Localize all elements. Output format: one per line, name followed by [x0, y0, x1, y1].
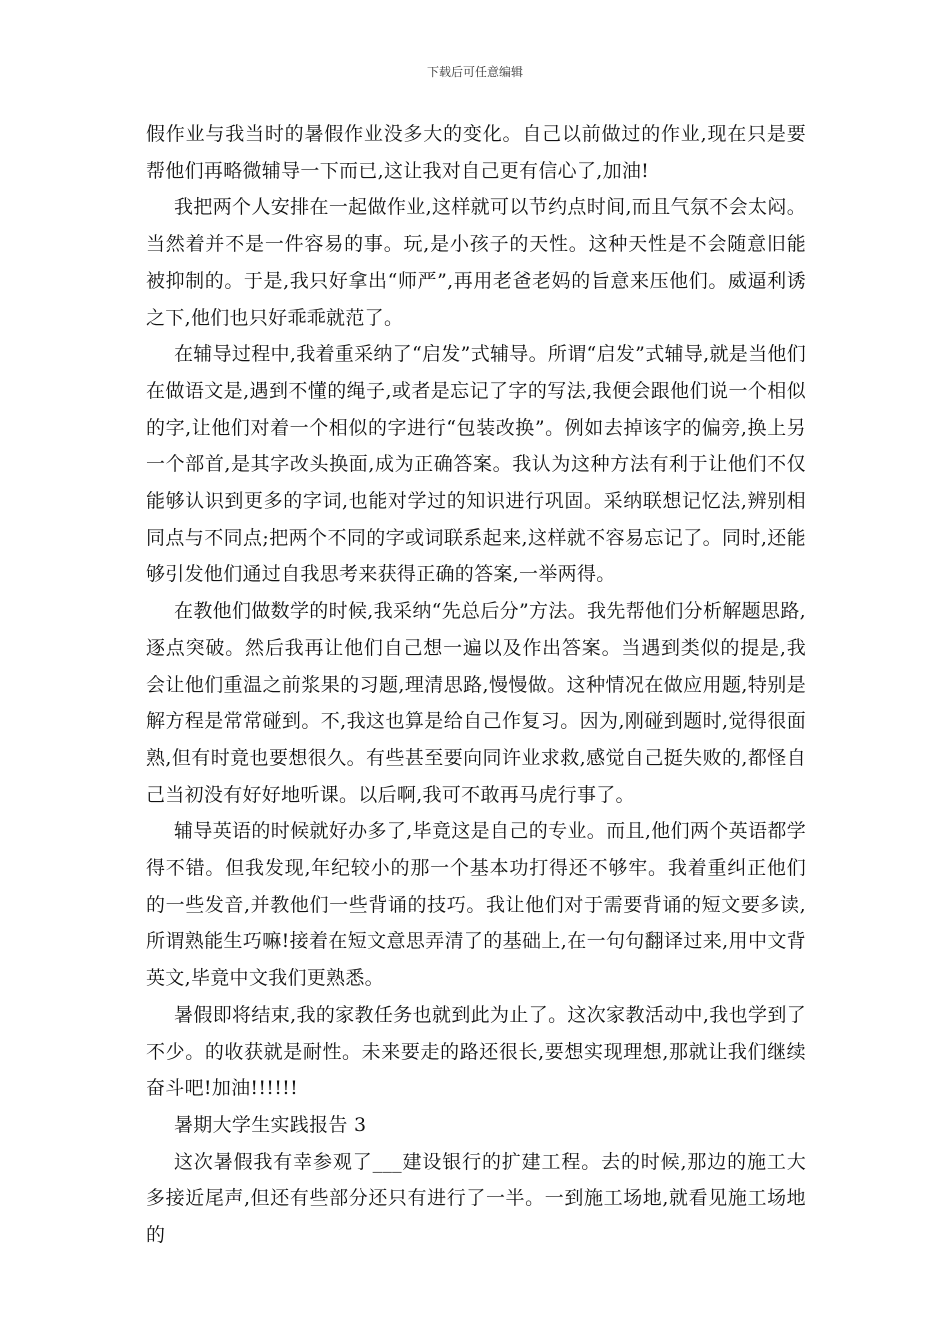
paragraph: 辅导英语的时候就好办多了,毕竟这是自己的专业。而且,他们两个英语都学得不错。但我发现,年纪较小的那一个基本功打得还不够牢。我着重纠正他们的一些发音,并教他们一些背诵的技巧。我让他们对于需要背诵的短文要多读,所谓熟能生巧嘛!接着在短文意思弄清了的基础上,在一句句翻译过来,用中文背英文,毕竟中文我们更熟悉。 — [146, 820, 806, 990]
paragraph: 这次暑假我有幸参观了___建设银行的扩建工程。去的时候,那边的施工大多接近尾声,但还有些部分还只有进行了一半。一到施工场地,就看见施工场地的 — [146, 1150, 806, 1247]
section-heading: 暑期大学生实践报告 3 — [174, 1113, 367, 1136]
page-header: 下载后可任意编辑 — [426, 65, 523, 79]
paragraph: 在教他们做数学的时候,我采纳“先总后分”方法。我先帮他们分析解题思路,逐点突破。然后我再让他们自己想一遍以及作出答案。当遇到类似的提是,我会让他们重温之前浆果的习题,理清思路,慢慢做。这种情况在做应用题,特别是解方程是常常碰到。不,我这也算是给自己作复习。因为,刚碰到题时,觉得很面熟,但有时竟也要想很久。有些甚至要向同许业求救,感觉自己挺失败的,都怪自己当初没有好好地听课。以后啊,我可不敢再马虎行事了。 — [146, 600, 806, 806]
paragraph: 在辅导过程中,我着重采纳了“启发”式辅导。所谓“启发”式辅导,就是当他们在做语文是,遇到不懂的绳子,或者是忘记了字的写法,我便会跟他们说一个相似的字,让他们对着一个相似的字进行“包装改换”。例如去掉该字的偏旁,换上另一个部首,是其字改头换面,成为正确答案。我认为这种方法有利于让他们不仅能够认识到更多的字词,也能对学过的知识进行巩固。采纳联想记忆法,辨别相同点与不同点;把两个不同的字或词联系起来,这样就不容易忘记了。同时,还能够引发他们通过自我思考来获得正确的答案,一举两得。 — [146, 343, 806, 586]
paragraph: 暑假即将结束,我的家教任务也就到此为止了。这次家教活动中,我也学到了不少。的收获就是耐性。未来要走的路还很长,要想实现理想,那就让我们继续奋斗吧!加油!!!!!! — [146, 1003, 806, 1100]
paragraph: 我把两个人安排在一起做作业,这样就可以节约点时间,而且气氛不会太闷。当然着并不是一件容易的事。玩,是小孩子的天性。这种天性是不会随意旧能被抑制的。于是,我只好拿出“师严”,再用老爸老妈的旨意来压他们。威逼利诱之下,他们也只好乖乖就范了。 — [146, 196, 806, 329]
document-body — [146, 116, 806, 1254]
paragraph: 假作业与我当时的暑假作业没多大的变化。自己以前做过的作业,现在只是要帮他们再略微辅导一下而已,这让我对自己更有信心了,加油! — [146, 123, 806, 182]
